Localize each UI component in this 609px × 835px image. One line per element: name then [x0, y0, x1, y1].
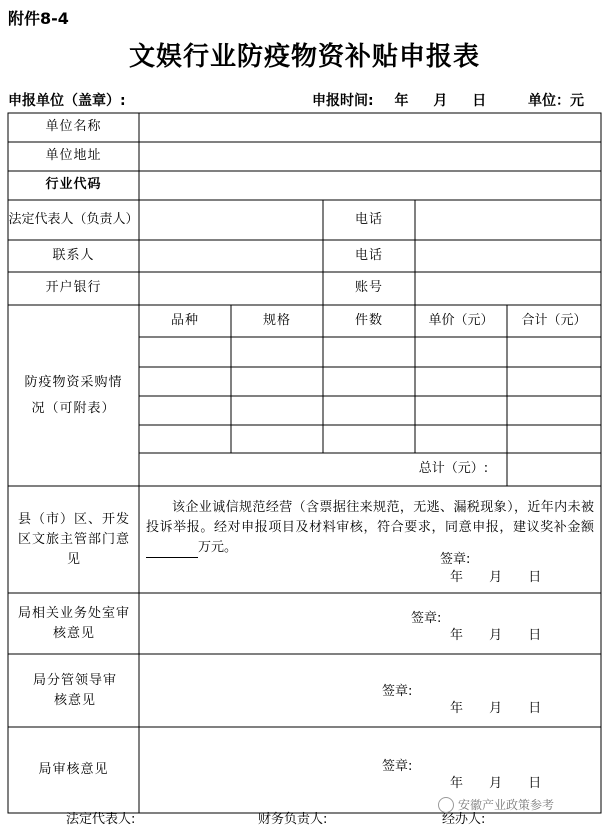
- industry-code-label: 行业代码: [45, 177, 102, 193]
- unit-address-label: 单位地址: [45, 148, 102, 164]
- col-spec: 规格: [262, 312, 291, 328]
- unit-name-field[interactable]: [139, 113, 601, 142]
- leader-date: 年 月 日: [450, 701, 542, 716]
- unit-address-field[interactable]: [139, 142, 601, 171]
- apply-time-label: 申报时间:: [312, 93, 374, 109]
- footer-finance: 财务负责人:: [258, 812, 328, 827]
- county-opinion-label: 县（市）区、开发区文旅主管部门意见: [17, 511, 130, 567]
- total-label: 总计（元）:: [418, 461, 489, 477]
- form-title: 文娱行业防疫物资补贴申报表: [128, 42, 480, 72]
- purchase-section-label: 防疫物资采购情况（可附表）: [24, 374, 123, 416]
- currency-unit-label: 单位：元: [528, 93, 584, 109]
- apply-month: 月: [433, 93, 448, 109]
- footer-handler: 经办人:: [442, 812, 486, 827]
- contact-phone-field[interactable]: [415, 240, 601, 272]
- legal-rep-field[interactable]: [139, 200, 323, 240]
- county-date: 年 月 日: [450, 570, 542, 585]
- account-field[interactable]: [415, 272, 601, 305]
- bureau-stamp-label: 签章:: [382, 759, 413, 774]
- bureau-opinion-label: 局审核意见: [38, 761, 109, 777]
- county-opinion-text-unit: 万元。: [198, 540, 238, 555]
- bank-field[interactable]: [139, 272, 323, 305]
- contact-field[interactable]: [139, 240, 323, 272]
- bureau-date: 年 月 日: [450, 776, 542, 791]
- leader-stamp-label: 签章:: [382, 684, 413, 699]
- county-opinion-text: [146, 498, 594, 558]
- wechat-icon: [438, 797, 454, 813]
- footer-legal-rep: 法定代表人:: [66, 812, 136, 827]
- col-subtotal: 合计（元）: [521, 312, 587, 328]
- col-quantity: 件数: [354, 312, 383, 328]
- industry-code-field[interactable]: [139, 171, 601, 200]
- dept-opinion-label: 局相关业务处室审核意见: [17, 605, 130, 641]
- contact-label: 联系人: [52, 247, 95, 263]
- apply-year: 年: [394, 93, 409, 109]
- apply-day: 日: [472, 93, 487, 109]
- leader-opinion-label: 局分管领导审核意见: [32, 672, 117, 708]
- legal-rep-phone-field[interactable]: [415, 200, 601, 240]
- applicant-unit-label: 申报单位（盖章）:: [8, 93, 126, 109]
- legal-rep-label: 法定代表人（负责人）: [8, 211, 139, 227]
- unit-name-label: 单位名称: [45, 119, 102, 135]
- col-variety: 品种: [170, 312, 199, 328]
- legal-rep-phone-label: 电话: [354, 211, 383, 227]
- dept-stamp-label: 签章:: [411, 611, 442, 626]
- bank-label: 开户银行: [45, 280, 102, 296]
- subsidy-amount-blank[interactable]: [146, 543, 198, 558]
- col-unit-price: 单价（元）: [428, 312, 494, 328]
- county-opinion-text-main: 该企业诚信规范经营（含票据往来规范，无逃、漏税现象），近年内未被投诉举报。经对申报项目及材料审核，符合要求，同意申报，建议奖补金额: [146, 500, 594, 535]
- contact-phone-label: 电话: [354, 247, 383, 263]
- dept-date: 年 月 日: [450, 628, 542, 643]
- attachment-label: 附件8-4: [8, 9, 69, 28]
- watermark: [438, 796, 554, 813]
- account-label: 账号: [354, 280, 383, 296]
- watermark-text: 安徽产业政策参考: [458, 798, 555, 812]
- county-stamp-label: 签章:: [440, 552, 471, 567]
- total-field[interactable]: [507, 453, 601, 486]
